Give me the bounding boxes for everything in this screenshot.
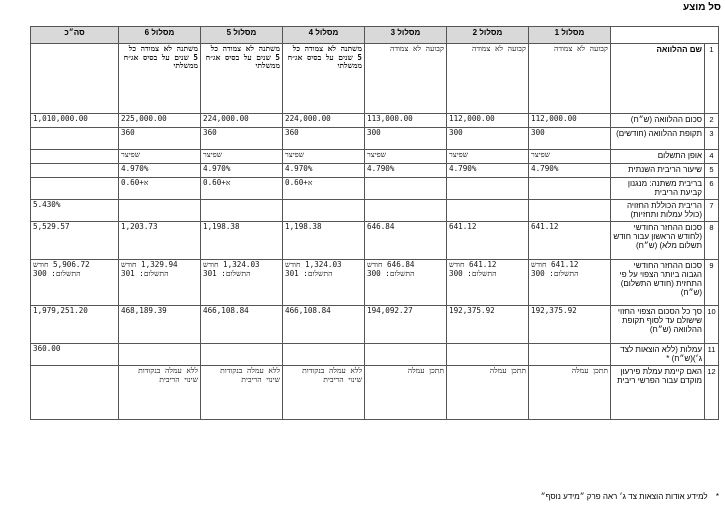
table-cell: 466,108.84 [201,306,283,344]
row-number: 2 [705,114,719,128]
table-cell: תתכן עמלה [365,366,447,420]
table-cell: 466,108.84 [283,306,365,344]
row-number: 5 [705,164,719,178]
table-row [31,222,719,260]
table-row [31,150,719,164]
table-cell-total [31,178,119,200]
table-cell: 1,324.03 חודש התשלום: 301 [201,260,283,306]
row-label: סכום ההחזר החודשי הגבוה ביותר הצפוי על פי התחזית (חודש התשלום) (ש״ח) [611,260,705,306]
table-cell: שפיצר [365,150,447,164]
table-cell: 224,000.00 [201,114,283,128]
table-row [31,200,719,222]
row-label: סכום ההחזר החודשי (לחודש הראשון עבור חודש תשלום מלא) (ש״ח) [611,222,705,260]
row-label: סכום ההלוואה (ש״ח) [611,114,705,128]
table-cell: 194,092.27 [365,306,447,344]
table-cell: שפיצר [119,150,201,164]
row-label: הריבית הכוללת החזויה (כולל עמלות ותחזיות) [611,200,705,222]
page-title: סל מוצע [682,2,721,13]
table-cell-total: 5,906.72 חודש התשלום: 300 [31,260,119,306]
table-cell-total: 1,979,251.20 [31,306,119,344]
table-cell: 112,000.00 [447,114,529,128]
table-cell: 641.12 חודש התשלום: 300 [447,260,529,306]
table-cell: 192,375.92 [529,306,611,344]
table-cell: א+0.60 [201,178,283,200]
table-row [31,128,719,150]
table-cell-total: 5,529.57 [31,222,119,260]
column-header: מסלול 5 [201,27,283,44]
row-label: שם ההלוואה [611,44,705,114]
table-cell: 646.84 חודש התשלום: 300 [365,260,447,306]
table-cell: 192,375.92 [447,306,529,344]
table-cell: תתכן עמלה [529,366,611,420]
table-cell: קבועה לא צמודה [447,44,529,114]
table-cell: ללא עמלה בנקודות שינוי הריבית [283,366,365,420]
table-cell-total: 5.430% [31,200,119,222]
table-cell: משתנה לא צמודה כל 5 שנים על בסיס אג״ח ממשלתי [283,44,365,114]
column-header-total: סה״כ [31,27,119,44]
table-cell: 4.790% [447,164,529,178]
row-number: 10 [705,306,719,344]
table-cell-total [31,44,119,114]
table-row [31,260,719,306]
mortgage-routes-table [30,26,719,420]
table-cell-total: 360.00 [31,344,119,366]
column-header: מסלול 3 [365,27,447,44]
column-header: מסלול 2 [447,27,529,44]
table-cell [529,344,611,366]
table-cell [283,200,365,222]
table-cell: 300 [529,128,611,150]
table-cell [447,178,529,200]
table-cell [529,178,611,200]
table-cell: 4.970% [119,164,201,178]
table-cell [447,344,529,366]
table-cell: 641.12 חודש התשלום: 300 [529,260,611,306]
table-cell: שפיצר [529,150,611,164]
table-cell: 300 [365,128,447,150]
footnote-marker: * [715,492,719,501]
table-cell [447,200,529,222]
row-number: 11 [705,344,719,366]
row-label: עמלות (ללא הוצאות לצד ג׳)(ש״ח) * [611,344,705,366]
table-cell: 1,198.38 [201,222,283,260]
table-cell: שפיצר [201,150,283,164]
table-cell: 112,000.00 [529,114,611,128]
table-cell [201,200,283,222]
table-cell: 4.970% [201,164,283,178]
table-header-row [31,27,719,44]
table-cell: 360 [201,128,283,150]
table-cell: 113,000.00 [365,114,447,128]
table-cell: 1,203.73 [119,222,201,260]
column-header: מסלול 4 [283,27,365,44]
table-cell [119,200,201,222]
table-cell: א+0.60 [119,178,201,200]
table-cell-total [31,164,119,178]
row-label: בריבית משתנה: מנגנון קביעת הריבית [611,178,705,200]
row-number: 12 [705,366,719,420]
table-cell: 1,324.03 חודש התשלום: 301 [283,260,365,306]
table-cell: 224,000.00 [283,114,365,128]
table-row [31,306,719,344]
row-number: 7 [705,200,719,222]
table-cell: משתנה לא צמודה כל 5 שנים על בסיס אג״ח ממשלתי [201,44,283,114]
table-cell [119,344,201,366]
row-label: שיעור הריבית השנתית [611,164,705,178]
table-cell: 4.790% [529,164,611,178]
table-row [31,114,719,128]
table-row [31,344,719,366]
table-cell: קבועה לא צמודה [365,44,447,114]
row-label: סך כל הסכום הצפוי החזוי שישולם עד לסוף תקופת ההלוואה (ש״ח) [611,306,705,344]
table-cell: 4.970% [283,164,365,178]
table-cell: 1,329.94 חודש התשלום: 301 [119,260,201,306]
table-cell-total: 1,010,000.00 [31,114,119,128]
header-blank [611,27,719,44]
footnote-text: למידע אודות הוצאות צד ג׳ ראה פרק ״מידע נוסף״ [540,492,708,501]
table-cell [365,178,447,200]
footnote [541,492,719,501]
table-cell: 641.12 [447,222,529,260]
table-cell: 468,189.39 [119,306,201,344]
table-cell: 646.84 [365,222,447,260]
column-header: מסלול 6 [119,27,201,44]
table-cell: משתנה לא צמודה כל 5 שנים על בסיס אג״ח ממשלתי [119,44,201,114]
row-number: 9 [705,260,719,306]
table-cell [365,200,447,222]
table-cell: 641.12 [529,222,611,260]
table-cell [365,344,447,366]
table-cell: תתכן עמלה [447,366,529,420]
table-row [31,44,719,114]
table-cell: 4.790% [365,164,447,178]
row-number: 6 [705,178,719,200]
table-cell: 1,198.38 [283,222,365,260]
table-cell [201,344,283,366]
row-number: 3 [705,128,719,150]
row-label: תקופת ההלוואה (חודשים) [611,128,705,150]
row-label: אופן התשלום [611,150,705,164]
table-cell: 225,000.00 [119,114,201,128]
table-row [31,164,719,178]
table-cell: א+0.60 [283,178,365,200]
table-cell-total [31,150,119,164]
table-cell: ללא עמלה בנקודות שינוי הריבית [201,366,283,420]
row-label: האם קיימת עמלת פירעון מוקדם עבור הפרשי ריבית [611,366,705,420]
table-cell: 300 [447,128,529,150]
table-cell-total [31,128,119,150]
table-cell: קבועה לא צמודה [529,44,611,114]
table-row [31,178,719,200]
row-number: 4 [705,150,719,164]
table-cell: ללא עמלה בנקודות שינוי הריבית [119,366,201,420]
row-number: 1 [705,44,719,114]
table-cell: 360 [119,128,201,150]
table-cell [529,200,611,222]
table-cell-total [31,366,119,420]
table-cell: 360 [283,128,365,150]
row-number: 8 [705,222,719,260]
table-row [31,366,719,420]
table-cell [283,344,365,366]
column-header: מסלול 1 [529,27,611,44]
table-cell: שפיצר [447,150,529,164]
table-cell: שפיצר [283,150,365,164]
